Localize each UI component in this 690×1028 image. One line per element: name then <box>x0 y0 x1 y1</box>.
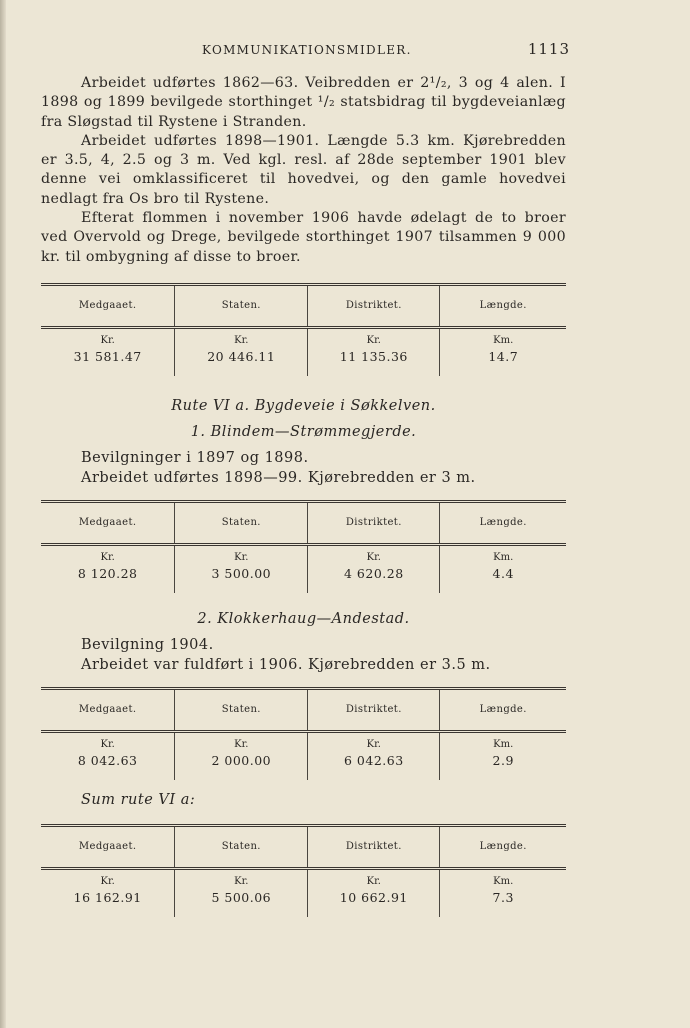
unit-label: Km. <box>493 738 514 750</box>
table-row <box>41 327 566 376</box>
cell-staten <box>175 327 308 376</box>
unit-label: Kr. <box>100 875 115 887</box>
cost-table-2 <box>41 500 566 593</box>
cost-table-sum <box>41 824 566 917</box>
section-1-line-1: Bevilgninger i 1897 og 1898. <box>81 449 309 466</box>
value: 3 500.00 <box>211 565 272 581</box>
cell-distriktet <box>308 544 440 593</box>
value: 6 042.63 <box>344 752 404 768</box>
unit-label: Kr. <box>100 738 115 750</box>
table-row <box>41 868 566 917</box>
section-1-heading: 1. Blindem—Strømmegjerde. <box>190 423 417 440</box>
value: 8 120.28 <box>77 565 138 581</box>
header-laengde: Længde. <box>440 284 566 327</box>
unit-label: Km. <box>493 334 514 346</box>
cell-medgaaet <box>41 731 175 780</box>
route-heading: Rute VI a. Bygdeveie i Søkkelven. <box>171 397 436 414</box>
value: 10 662.91 <box>339 889 408 905</box>
unit-label: Km. <box>493 551 514 563</box>
unit-label: Kr. <box>366 551 381 563</box>
value: 8 042.63 <box>77 752 138 768</box>
value: 7.3 <box>492 889 514 905</box>
page-content <box>41 74 566 917</box>
cell-staten <box>175 731 308 780</box>
unit-label: Kr. <box>366 738 381 750</box>
unit-label: Kr. <box>100 334 115 346</box>
value: 16 162.91 <box>73 889 142 905</box>
unit-label: Kr. <box>100 551 115 563</box>
header-laengde: Længde. <box>440 501 566 544</box>
header-medgaaet: Medgaaet. <box>41 688 175 731</box>
header-staten: Staten. <box>175 688 308 731</box>
header-distriktet: Distriktet. <box>308 825 440 868</box>
unit-label: Kr. <box>366 334 381 346</box>
table-header-row <box>41 825 566 868</box>
value: 20 446.11 <box>207 348 276 364</box>
table-header-row <box>41 284 566 327</box>
table-row <box>41 731 566 780</box>
cell-laengde <box>440 868 566 917</box>
section-2-line-1: Bevilgning 1904. <box>81 636 214 653</box>
header-laengde: Længde. <box>440 688 566 731</box>
cell-medgaaet <box>41 868 175 917</box>
sum-heading: Sum rute VI a: <box>81 791 196 808</box>
table-row <box>41 544 566 593</box>
header-medgaaet: Medgaaet. <box>41 825 175 868</box>
cell-distriktet <box>308 327 440 376</box>
page-number: 1113 <box>527 40 570 58</box>
cell-distriktet <box>308 868 440 917</box>
cell-laengde <box>440 544 566 593</box>
section-1-line-2: Arbeidet udførtes 1898—99. Kjørebredden er 3 m. <box>81 469 476 486</box>
header-distriktet: Distriktet. <box>308 284 440 327</box>
value: 4.4 <box>492 565 514 581</box>
cell-staten <box>175 544 308 593</box>
cell-distriktet <box>308 731 440 780</box>
section-2-line-2: Arbeidet var fuldført i 1906. Kjørebredden er 3.5 m. <box>81 656 491 673</box>
value: 14.7 <box>488 348 519 364</box>
value: 2.9 <box>492 752 514 768</box>
unit-label: Kr. <box>234 334 249 346</box>
value: 5 500.06 <box>211 889 272 905</box>
header-staten: Staten. <box>175 501 308 544</box>
unit-label: Kr. <box>234 551 249 563</box>
cost-table-3 <box>41 687 566 780</box>
cell-laengde <box>440 731 566 780</box>
unit-label: Kr. <box>234 875 249 887</box>
paragraph-2: Arbeidet udførtes 1898—1901. Længde 5.3 km. Kjørebredden er 3.5, 4, 2.5 og 3 m. Ved kgl. resl. af 28de september 1901 blev denne vei omklassificeret til hovedvei, og den gamle hovedvei nedlagt fra Os bro til Rystene. <box>41 132 566 207</box>
value: 4 620.28 <box>344 565 404 581</box>
unit-label: Km. <box>493 875 514 887</box>
page-edge <box>0 0 6 1028</box>
header-medgaaet: Medgaaet. <box>41 284 175 327</box>
header-distriktet: Distriktet. <box>308 501 440 544</box>
header-title: KOMMUNIKATIONSMIDLER. <box>202 43 412 57</box>
header-medgaaet: Medgaaet. <box>41 501 175 544</box>
table-header-row <box>41 501 566 544</box>
cell-laengde <box>440 327 566 376</box>
paragraph-3: Efterat flommen i november 1906 havde ødelagt de to broer ved Overvold og Drege, bevilgede storthinget 1907 tilsammen 9 000 kr. til ombygning af disse to broer. <box>41 210 566 265</box>
header-laengde: Længde. <box>440 825 566 868</box>
running-header <box>80 40 570 58</box>
header-staten: Staten. <box>175 284 308 327</box>
value: 31 581.47 <box>73 348 142 364</box>
paragraph-1: Arbeidet udførtes 1862—63. Veibredden er 2¹/₂, 3 og 4 alen. I 1898 og 1899 bevilgede storthinget ¹/₂ statsbidrag til bygdeveianlæg fra Sløgstad til Rystene i Stranden. <box>41 75 566 130</box>
table-header-row <box>41 688 566 731</box>
cell-staten <box>175 868 308 917</box>
unit-label: Kr. <box>366 875 381 887</box>
cell-medgaaet <box>41 544 175 593</box>
section-2-heading: 2. Klokkerhaug—Andestad. <box>197 610 410 627</box>
cell-medgaaet <box>41 327 175 376</box>
header-staten: Staten. <box>175 825 308 868</box>
value: 11 135.36 <box>339 348 408 364</box>
header-distriktet: Distriktet. <box>308 688 440 731</box>
value: 2 000.00 <box>211 752 272 768</box>
unit-label: Kr. <box>234 738 249 750</box>
cost-table-1 <box>41 283 566 376</box>
